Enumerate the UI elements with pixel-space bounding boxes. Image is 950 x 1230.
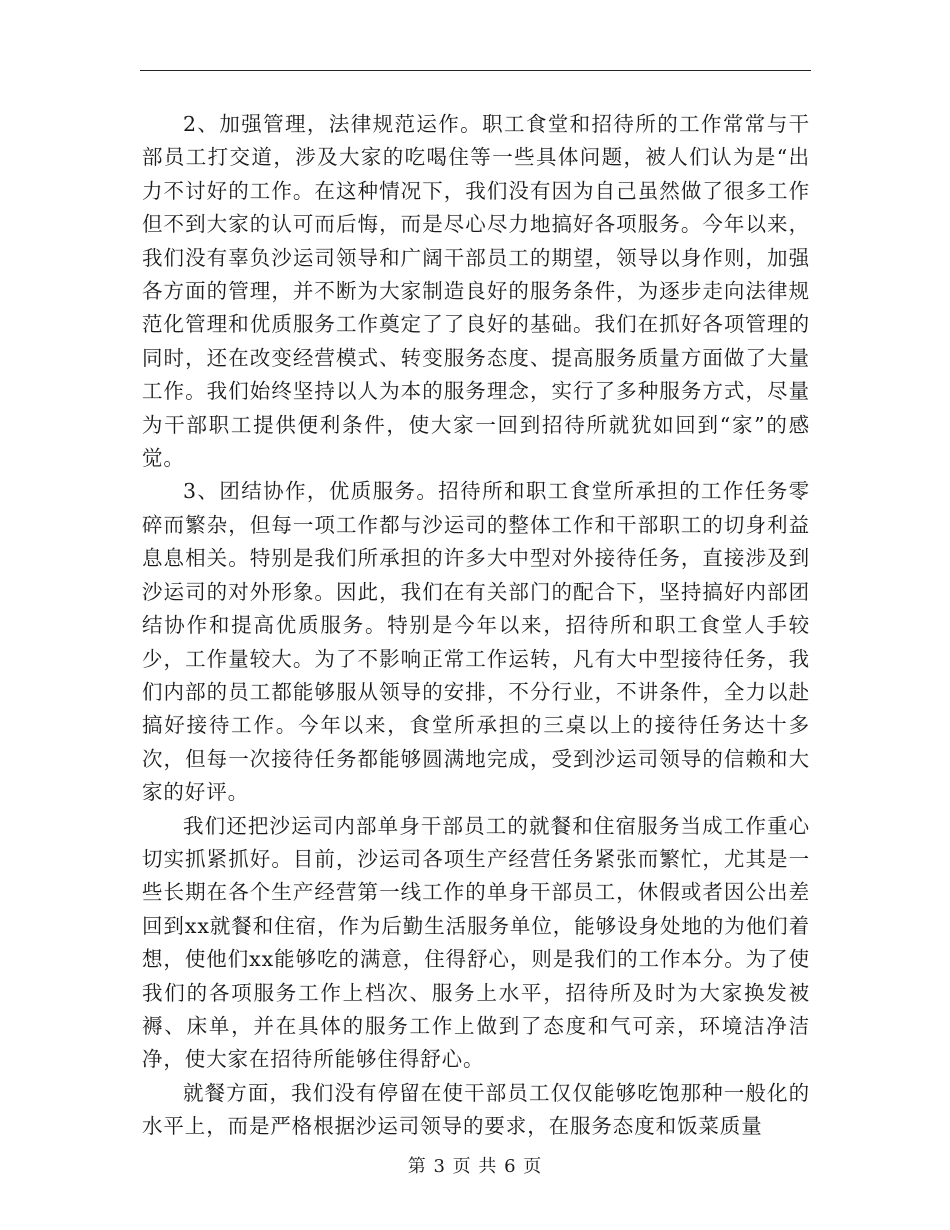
paragraph-dining: 就餐方面，我们没有停留在使干部员工仅仅能够吃饱那种一般化的水平上，而是严格根据沙运司领导的要求，在服务态度和饭菜质量 bbox=[142, 1080, 810, 1139]
paragraph-management: 2、加强管理，法律规范运作。职工食堂和招待所的工作常常与干部员工打交道，涉及大家的吃喝住等一些具体问题，被人们认为是“出力不讨好的工作。在这种情况下，我们没有因为自己虽然做了很多工作但不到大家的认可而后悔，而是尽心尽力地搞好各项服务。今年以来，我们没有辜负沙运司领导和广阔干部员工的期望，领导以身作则，加强各方面的管理，并不断为大家制造良好的服务条件，为逐步走向法律规范化管理和优质服务工作奠定了了良好的基础。我们在抓好各项管理的同时，还在改变经营模式、转变服务态度、提高服务质量方面做了大量工作。我们始终坚持以人为本的服务理念，实行了多种服务方式，尽量为干部职工提供便利条件，使大家一回到招待所就犹如回到“家”的感觉。 bbox=[142, 112, 810, 471]
document-body bbox=[142, 108, 810, 1144]
paragraph-cooperation: 3、团结协作，优质服务。招待所和职工食堂所承担的工作任务零碎而繁杂，但每一项工作都与沙运司的整体工作和干部职工的切身利益息息相关。特别是我们所承担的许多大中型对外接待任务，直接涉及到沙运司的对外形象。因此，我们在有关部门的配合下，坚持搞好内部团结协作和提高优质服务。特别是今年以来，招待所和职工食堂人手较少，工作量较大。为了不影响正常工作运转，凡有大中型接待任务，我们内部的员工都能够服从领导的安排，不分行业，不讲条件，全力以赴搞好接待工作。今年以来，食堂所承担的三桌以上的接待任务达十多次，但每一次接待任务都能够圆满地完成，受到沙运司领导的信赖和大家的好评。 bbox=[142, 479, 810, 805]
page-footer: 第 3 页 共 6 页 bbox=[407, 1156, 543, 1177]
header-rule bbox=[140, 70, 811, 71]
paragraph-single-staff-service: 我们还把沙运司内部单身干部员工的就餐和住宿服务当成工作重心切实抓紧抓好。目前，沙运司各项生产经营任务紧张而繁忙，尤其是一些长期在各个生产经营第一线工作的单身干部员工，休假或者因公出差回到xx就餐和住宿，作为后勤生活服务单位，能够设身处地的为他们着想，使他们xx能够吃的满意，住得舒心，则是我们的工作本分。为了使我们的各项服务工作上档次、服务上水平，招待所及时为大家换发被褥、床单，并在具体的服务工作上做到了态度和气可亲，环境洁净洁净，使大家在招待所能够住得舒心。 bbox=[142, 813, 810, 1072]
